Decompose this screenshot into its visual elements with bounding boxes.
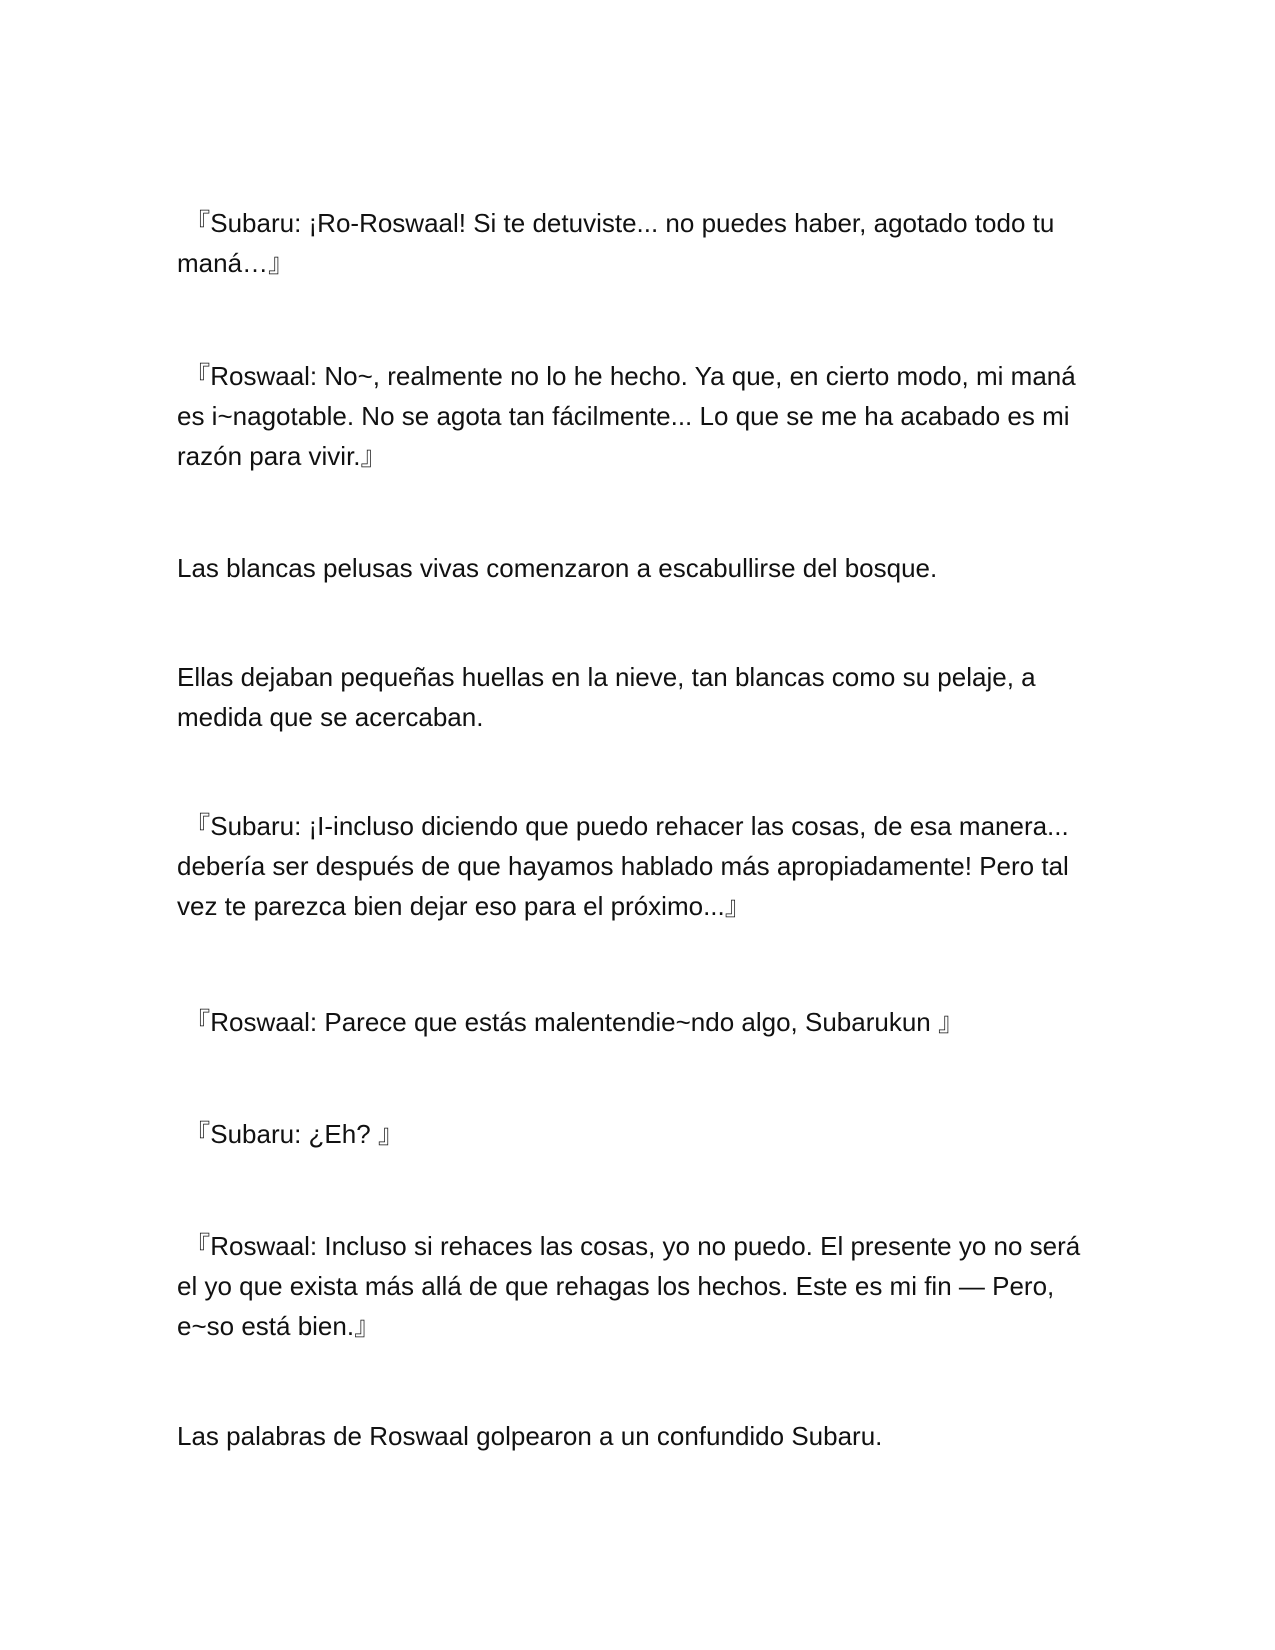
paragraph-roswaal-my-end: 『Roswaal: Incluso si rehaces las cosas, yo no puedo. El presente yo no será el yo que exista más allá de que rehagas los hechos. Este es mi fin — Pero, e~so está bien.』 (177, 1231, 1081, 1341)
paragraph-confused-subaru: Las palabras de Roswaal golpearon a un confundido Subaru. (177, 1421, 883, 1451)
paragraph-roswaal-reason-to-live: 『Roswaal: No~, realmente no lo he hecho. Ya que, en cierto modo, mi maná es i~nagotable. No se agota tan fácilmente... Lo que se me ha acabado es mi razón para vivir.』 (177, 361, 1076, 471)
paragraph-subaru-redo: 『Subaru: ¡I-incluso diciendo que puedo rehacer las cosas, de esa manera... debería ser después de que hayamos hablado más apropiadamente! Pero tal vez te parezca bien dejar eso para el próximo...』 (177, 811, 1069, 921)
paragraph-subaru-eh: 『Subaru: ¿Eh? 』 (177, 1119, 404, 1149)
paragraph-subaru-roswaal-mana: 『Subaru: ¡Ro-Roswaal! Si te detuviste... no puedes haber, agotado todo tu maná…』 (177, 208, 1055, 278)
paragraph-roswaal-misunderstanding: 『Roswaal: Parece que estás malentendie~ndo algo, Subarukun 』 (177, 1007, 964, 1037)
paragraph-footprints-snow: Ellas dejaban pequeñas huellas en la nieve, tan blancas como su pelaje, a medida que se acercaban. (177, 662, 1036, 732)
paragraph-white-fluffs: Las blancas pelusas vivas comenzaron a escabullirse del bosque. (177, 553, 938, 583)
